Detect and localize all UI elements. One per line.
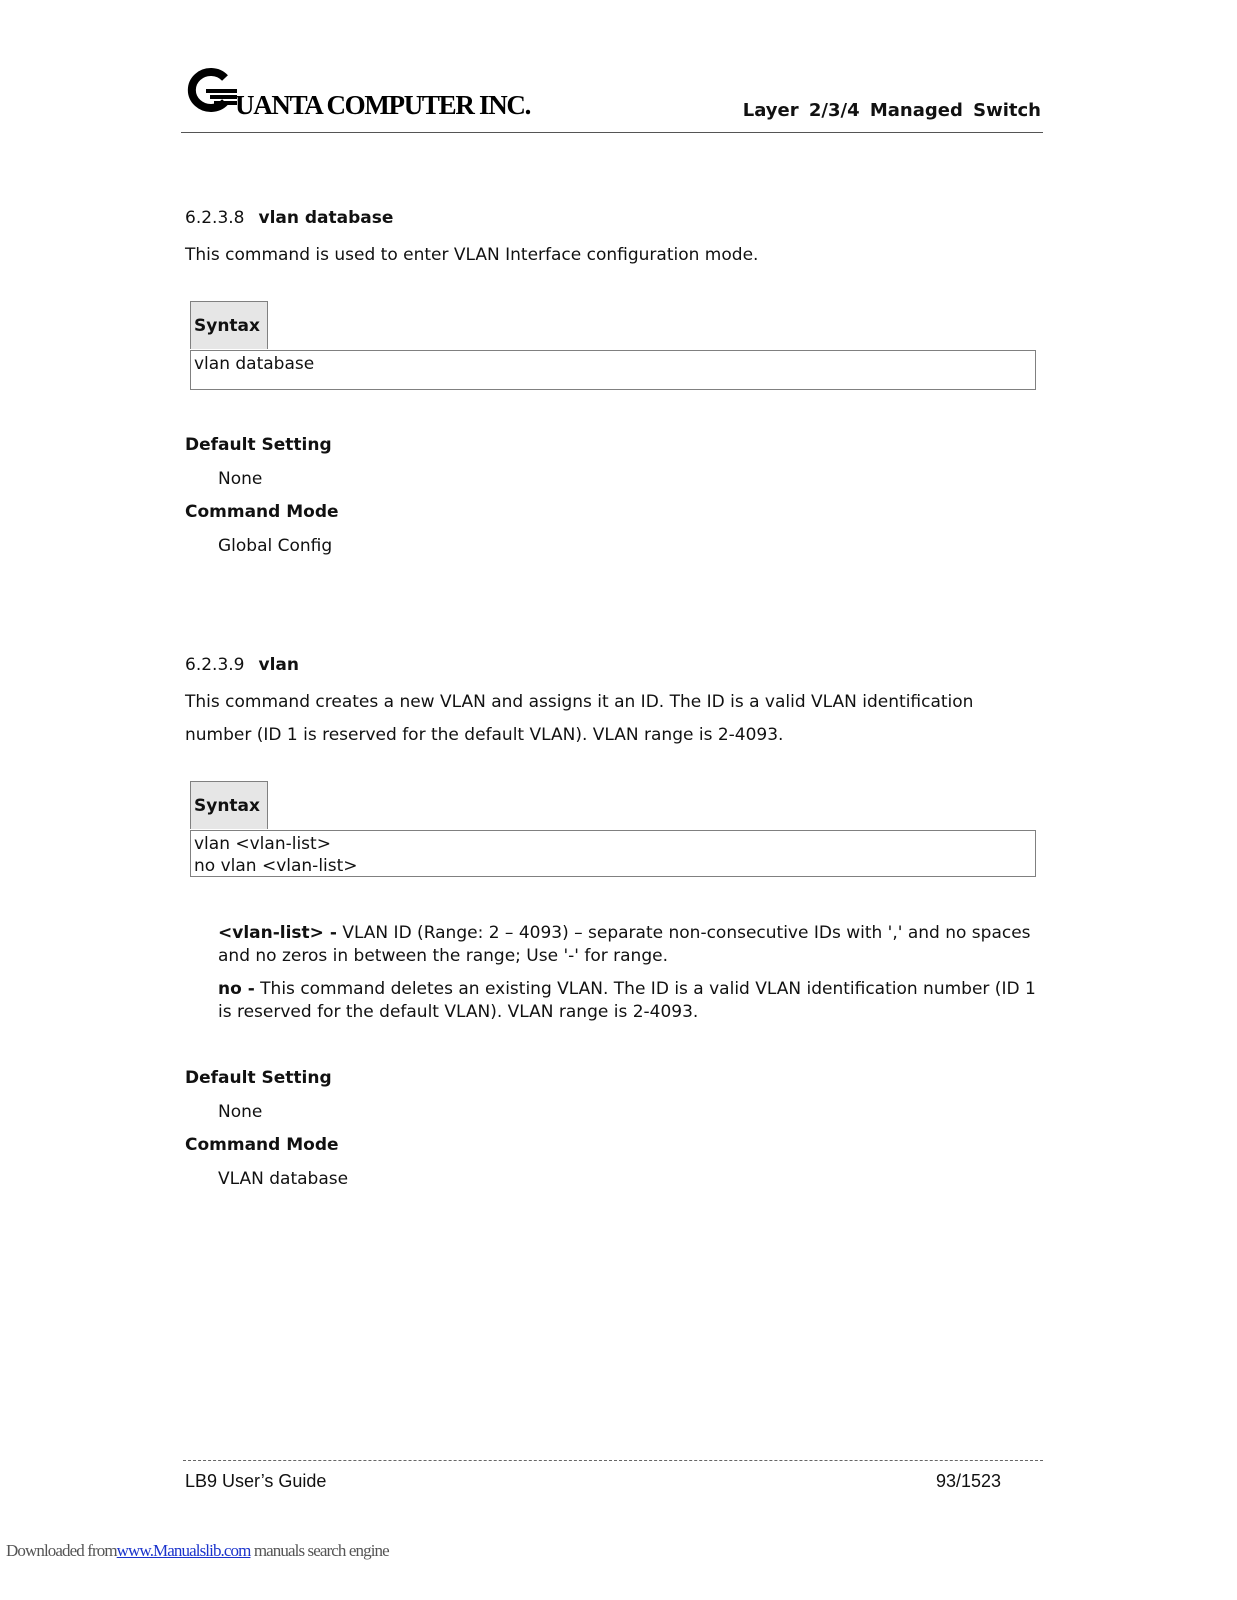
company-logo	[185, 64, 565, 120]
syntax-box	[190, 350, 1036, 390]
logo-text: UANTA COMPUTER INC.	[235, 90, 531, 120]
section-number: 6.2.3.8	[185, 208, 245, 228]
default-setting-value: None	[218, 1102, 263, 1122]
footer-divider	[183, 1460, 1043, 1461]
parameter-description	[218, 922, 1048, 968]
download-banner	[6, 1541, 389, 1561]
quanta-q-logo-icon	[185, 64, 237, 114]
default-setting-label: Default Setting	[185, 435, 332, 455]
section-heading	[185, 208, 393, 228]
section-description-line: number (ID 1 is reserved for the default VLAN). VLAN range is 2-4093.	[185, 725, 784, 745]
download-prefix: Downloaded from	[6, 1541, 117, 1560]
syntax-line: no vlan <vlan-list>	[194, 856, 358, 876]
parameter-term: no -	[218, 979, 255, 999]
syntax-box	[190, 830, 1036, 877]
default-setting-value: None	[218, 469, 263, 489]
syntax-line: vlan <vlan-list>	[194, 834, 331, 854]
footer-page-number: 93/1523	[936, 1471, 1002, 1491]
parameter-description	[218, 978, 1048, 1024]
parameter-text: VLAN ID (Range: 2 – 4093) – separate non-consecutive IDs with ',' and no spaces and no zeros in between the range; Use '-' for range.	[218, 923, 1031, 966]
parameter-text: This command deletes an existing VLAN. The ID is a valid VLAN identification number (ID 1 is reserved for the default VLAN). VLAN range is 2-4093.	[218, 979, 1036, 1022]
header-title: Layer 2/3/4 Managed Switch	[742, 100, 1041, 121]
default-setting-label: Default Setting	[185, 1068, 332, 1088]
section-description: This command is used to enter VLAN Interface configuration mode.	[185, 245, 759, 265]
header-divider	[181, 132, 1043, 133]
section-name: vlan	[258, 655, 299, 675]
syntax-label: Syntax	[190, 781, 268, 829]
command-mode-label: Command Mode	[185, 502, 339, 522]
command-mode-value: VLAN database	[218, 1169, 349, 1189]
section-number: 6.2.3.9	[185, 655, 245, 675]
command-mode-value: Global Config	[218, 536, 333, 556]
syntax-line: vlan database	[194, 354, 315, 374]
download-suffix: manuals search engine	[250, 1541, 389, 1560]
command-mode-label: Command Mode	[185, 1135, 339, 1155]
section-heading	[185, 655, 299, 675]
footer-guide-title: LB9 User’s Guide	[185, 1471, 327, 1491]
section-name: vlan database	[258, 208, 394, 228]
syntax-label: Syntax	[190, 301, 268, 349]
parameter-term: <vlan-list> -	[218, 923, 337, 943]
section-description-line: This command creates a new VLAN and assigns it an ID. The ID is a valid VLAN identification	[185, 692, 974, 712]
manualslib-link[interactable]: www.Manualslib.com	[116, 1541, 251, 1560]
